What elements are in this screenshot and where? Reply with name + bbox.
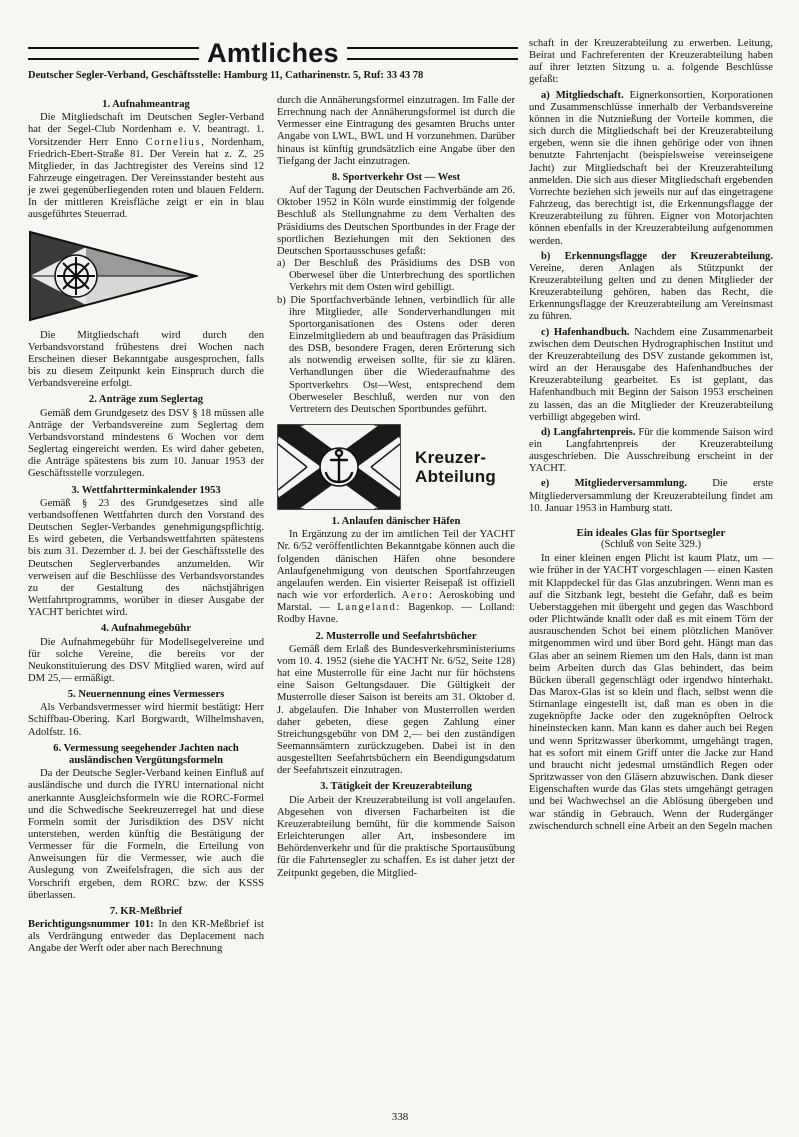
paragraph-glas: In einer kleinen engen Plicht ist kaum Platz, um — wie früher in der YACHT vorgeschlagen — einen Kasten mit Klappdeckel für das Glas anzubringen. Wenn man es auf die Sitzbank legt, besteht die Gefahr, daß es beim Ueberstaggehen mit übergeht und gegen das Waschbord oder Plichtwände knallt oder daß es mit einem Törn der ausrauschenden Schot bei einem plötzlichen Manöver mitgenommen wird und über Bord geht. Hängt man das Glas aber an seinem Riemen um den Hals, dann ist man beim Arbeiten durch das Glas behindert, das beim Bücken überall gegenschlägt oder irgendwo hinterhakt. Das Marox-Glas ist so klein und flach, selbst wenn die Stirnanlage eingestellt ist, daß man es oben in die zugeknöpfte Jacke oder den zugeknöpften Oelrock hineinstecken kann. Man kann es daher auch bei Regen und wenn Spritzwasser überkommt, umgehängt tragen, hat es sofort mit einem Griff unter die Jacke zur Hand und braucht nicht jedesmal umständlich Regen oder Spritzwasser von den Gläsern abzuwischen. Dank dieser Eigenschaften wurde das Glas stets umgehängt getragen und bei Wachwechsel an die Ablösung übergeben und war ständig in Gebrauch. Wenn der Rudergänger zwischendurch schnell eine Arbeit an den Segeln machen	[529, 553, 773, 832]
paragraph-kr-messbrief-cont: durch die Annäherungsformel einzutragen. Im Falle der Errechnung nach der Annäherungsformel ist durch die Vermesser eine Eintragung des gesamten Bruchs unter Angabe von LWL, BWL und H vorzunehmen. Darüber hinaus ist künftig grundsätzlich eine Angabe über den Tiefgang der Jacht einzutragen.	[277, 95, 515, 167]
list-item-a: a) Der Beschluß des Präsidiums des DSB von Oberwesel über die Unterbrechung des sportlichen Verkehrs mit dem Osten wird gebilligt.	[277, 258, 515, 294]
paragraph-vermessung: Da der Deutsche Segler-Verband keinen Einfluß auf ausländische und durch die IYRU international nicht anerkannte Ausgleichsformeln wie die RORC-Formel und die Schwedische Seekreuzerregel hat und diese Formeln somit der Jurisdiktion des DSV nicht unterstehen, werden künftig die Bestätigung der Vermesser für die Formeln, die Erteilung von Anweisungen für die Vermesser, wie auch die Auslegung von Zweifelsfragen, die sich aus der Vorschrift ergeben, dem RORC bzw. der KSSS überlassen.	[28, 768, 264, 901]
paragraph-taetigkeit: Die Arbeit der Kreuzerabteilung ist voll angelaufen. Abgesehen von diversen Facharbeiten ist die Kreuzerabteilung bemüht, für die kommende Saison Erleichterungen aller Art, insbesondere im Behördenverkehr und für die praktische Sportausübung für die Fahrtensegler zu schaffen. Es ist daher jetzt der Zeitpunkt gegeben, die Mitglied-	[277, 794, 515, 879]
kreuzer-flag-image	[277, 424, 401, 510]
paragraph-flagge-b: b) Erkennungsflagge der Kreuzerabteilung. Vereine, deren Anlagen als Stützpunkt der Kreuzerabteilung gelten und zu denen Mitglieder der Kreuzerabteilung gehören, haben das Recht, die Erkennungsflagge der Kreuzerabteilung am Vereinsmast zu führen.	[529, 250, 773, 323]
heading-kr-messbrief: 7. KR-Meßbrief	[109, 905, 183, 917]
paragraph-versammlung-e: e) Mitgliederversammlung. Die erste Mitgliederversammlung der Kreuzerabteilung findet am 10. Januar 1953 in Hamburg statt.	[529, 478, 773, 514]
article-title-glas: Ein ideales Glas für Sportsegler	[576, 526, 726, 539]
heading-aufnahmeantrag: 1. Aufnahmeantrag	[102, 99, 190, 110]
section-title: Amtliches	[207, 37, 339, 68]
paragraph-wettfahrt: Gemäß § 23 des Grundgesetzes sind alle verbandsoffenen Wettfahrten durch den Vorstand des Deutschen Segler-Verbandes genehmigungspflichtig. Es wird gebeten, die Verbandswettfahrten spätestens bis zum 31. Dezember d. J. bei der Geschäftsstelle des Deutschen Seglerverbandes anzumelden. Wir verweisen auf die Beschlüsse des Verbandsvorstandes zu der Gestaltung des nächstjährigen Wettfahrtprogramms, worüber in dieser Ausgabe der YACHT berichtet wird.	[28, 497, 264, 619]
title-row	[28, 38, 518, 68]
kreuzer-title-line1: Kreuzer-	[415, 448, 487, 468]
heading-vermessung: 6. Vermessung seegehender Jachten nach ausländischen Vergütungsformeln	[53, 742, 239, 766]
heading-taetigkeit: 3. Tätigkeit der Kreuzerabteilung	[320, 781, 472, 793]
paragraph-antraege: Gemäß dem Grundgesetz des DSV § 18 müssen alle Anträge der Verbandsvereine zum Seglertag dem Verbandsvorstand mindestens 6 Wochen vor dem Seglertag eingereicht werden. Es wird daher gebeten, die Anträge spätestens bis zum 10. Januar 1953 der Geschäftsstelle vorzulegen.	[28, 407, 264, 480]
heading-vermesser: 5. Neuernennung eines Vermessers	[67, 689, 225, 701]
paragraph-taetigkeit-cont: schaft in der Kreuzerabteilung zu erwerben. Leitung, Beirat und Fachreferenten der Kreuzerabteilung haben auf ihrer letzten Sitzung u. a. folgende Beschlüsse gefaßt:	[529, 38, 773, 86]
association-address: Deutscher Segler-Verband, Geschäftsstelle: Hamburg 11, Catharinenstr. 5, Ruf: 33 43 78	[28, 70, 424, 81]
paragraph-kr-messbrief: Berichtigungsnummer 101: In den KR-Meßbrief ist als Verdrängung entweder das Deplacement nach Angabe der Werft oder aber nach Berechnung	[28, 919, 264, 955]
kreuzer-abteilung-title	[415, 448, 496, 486]
column-1	[28, 95, 264, 956]
heading-anlaufen: 1. Anlaufen dänischer Häfen	[331, 516, 461, 528]
column-2	[277, 95, 515, 880]
paragraph-mitgliedschaft: Die Mitgliedschaft wird durch den Verbandsvorstand frühestens drei Wochen nach Erscheinen dieser Bekanntgabe ausgesprochen, falls bis zu diesem Zeitpunkt kein Einspruch durch die Verbandsvereine erfolgt.	[28, 329, 264, 390]
paragraph-mitgliedschaft-a: a) Mitgliedschaft. Eignerkonsortien, Korporationen und Zusammenschlüsse innerhalb der Verbandsvereine können in die Nutznießung der Vorteile kommen, die sich durch die Mitgliedschaft bei der Kreuzerabteilung ergeben, wenn sie die ihnen gehörige oder von ihnen benutzte Fahrtenjacht (beispielsweise vereinseigene Jacht) zur Mitgliedschaft bei der Kreuzerabteilung anmelden. Die sich aus dieser Mitgliedschaft ergebenden Vorrechte beziehen sich jeweils nur auf das eingetragene Fahrzeug, das berechtigt ist, die Erkennungsflagge der Kreuzerabteilung zu führen. Eigner von Motorjachten können ebenfalls in der Kreuzerabteilung aufgenommen werden.	[529, 89, 773, 247]
kreuzer-abteilung-banner	[277, 424, 515, 510]
paragraph-anlaufen: In Ergänzung zu der im amtlichen Teil der YACHT Nr. 6/52 veröffentlichten Bekanntgabe können auch die folgenden dänischen Häfen ohne besondere Anlaufgenehmigung von deutschen Sportfahrzeugen angelaufen werden. Ein visierter Reisepaß ist offiziell nach wie vor erforderlich. Aero: Aeroskobing und Marstal. — Langeland: Bagenkop. — Lolland: Rodby Havne.	[277, 529, 515, 626]
heading-musterrolle: 2. Musterrolle und Seefahrtsbücher	[315, 630, 477, 642]
heading-antraege: 2. Anträge zum Seglertag	[88, 394, 204, 406]
title-rule-right	[347, 47, 518, 60]
heading-wettfahrt: 3. Wettfahrtterminkalender 1953	[71, 484, 221, 496]
paragraph-aufnahmeantrag: Die Mitgliedschaft im Deutschen Segler-Verband hat der Segel-Club Nordenham e. V. beantragt. 1. Vorsitzender Herr Enno Cornelius, Nordenham, Friedrich-Ebert-Straße 81. Der Verein hat z. Z. 25 Mitglieder, in das Jachtregister des Vereins sind 12 Fahrzeuge eingetragen. Der Vereinsstander besteht aus je zwei gegenüberliegenden roten und blauen Feldern. In der mittleren Kreisfläche zeigt er ein in blau ausgeführtes Steuerrad.	[28, 112, 264, 221]
paragraph-hafenhandbuch-c: c) Hafenhandbuch. Nachdem eine Zusammenarbeit zwischen dem Deutschen Hydrographischen Institut und der Kreuzerabteilung des DSV zustande gekommen ist, wird an der Herausgabe des Hafenhandbuches der Kreuzerabteilung gearbeitet. Es ist geplant, das Hafenhandbuch mit Beginn der Saison 1953 erscheinen zu lassen, das an die Mitglieder der Kreuzerabteilung verbilligt abgegeben wird.	[529, 326, 773, 423]
name-cornelius: Cornelius	[145, 136, 202, 148]
column-3	[529, 38, 773, 833]
heading-aufnahmegebuehr: 4. Aufnahmegebühr	[100, 623, 192, 635]
paragraph-musterrolle: Gemäß dem Erlaß des Bundesverkehrsministeriums vom 10. 4. 1952 (siehe die YACHT Nr. 6/52, Seite 128) hat eine Musterrolle für eine Jacht nur für höchstens eine Saison Geltungsdauer. Die Gültigkeit der Musterrolle dieser Saison ist bereits am 31. Oktober d. J. abgelaufen. Die Inhaber von Musterrollen werden daher gebeten, diese gegen Zahlung einer Streichungsgebühr von DM 2,— bei den zuständigen Seemannsämtern zurückzugeben. Dabei ist in den ausgestellten Seefahrtsbüchern ein Beendigungsdatum der Seefahrtszeit einzutragen.	[277, 643, 515, 777]
paragraph-aufnahmegebuehr: Die Aufnahmegebühr für Modellsegelvereine und für solche Vereine, die bereits vor der Neukonstituierung des DSV Mitglied waren, wird auf DM 25,— ermäßigt.	[28, 636, 264, 684]
list-item-b: b) Die Sportfachverbände lehnen, verbindlich für alle ihre Mitglieder, alle Sonderverhandlungen mit Sportorganisationen des Ostens oder deren Einzelmitgliedern ab und beauftragen das Präsidium des DSB, besondere Fragen, deren Erörterung sich als notwendig erweisen sollte, für sie zu klären. Verhandlungen über die Wiederaufnahme des Sportverkehrs Ost—West, entsprechend dem Oberweseler Beschluß, werden nur von den Vertretern des Deutschen Sportbundes geführt.	[277, 294, 515, 415]
paragraph-langfahrtenpreis-d: d) Langfahrtenpreis. Für die kommende Saison wird ein Langfahrtenpreis der Kreuzerabteilung ausgeschrieben. Die Ausschreibung erscheint in der YACHT.	[529, 426, 773, 475]
article-subtitle-glas: (Schluß von Seite 329.)	[600, 539, 702, 551]
title-rule-left	[28, 47, 199, 60]
header	[28, 38, 518, 81]
heading-sportverkehr: 8. Sportverkehr Ost — West	[331, 171, 461, 183]
paragraph-sportverkehr: Auf der Tagung der Deutschen Fachverbände am 26. Oktober 1952 in Köln wurde einstimmig der folgende Beschluß als Stellungnahme zu dem Verhalten des Präsidiums des Deutschen Sportbundes in der Frage der sportlichen Beziehungen mit den Sektionen des Deutschen Sportausschuses gefaßt:	[277, 185, 515, 257]
page-number: 338	[391, 1111, 409, 1123]
paragraph-vermesser: Als Verbandsvermesser wird hiermit bestätigt: Herr Schiffbau-Obering. Karl Borgwardt, Wilhelmshaven, Adolfstr. 16.	[28, 702, 264, 738]
club-pennant-image	[28, 230, 198, 322]
kreuzer-title-line2: Abteilung	[415, 467, 497, 487]
